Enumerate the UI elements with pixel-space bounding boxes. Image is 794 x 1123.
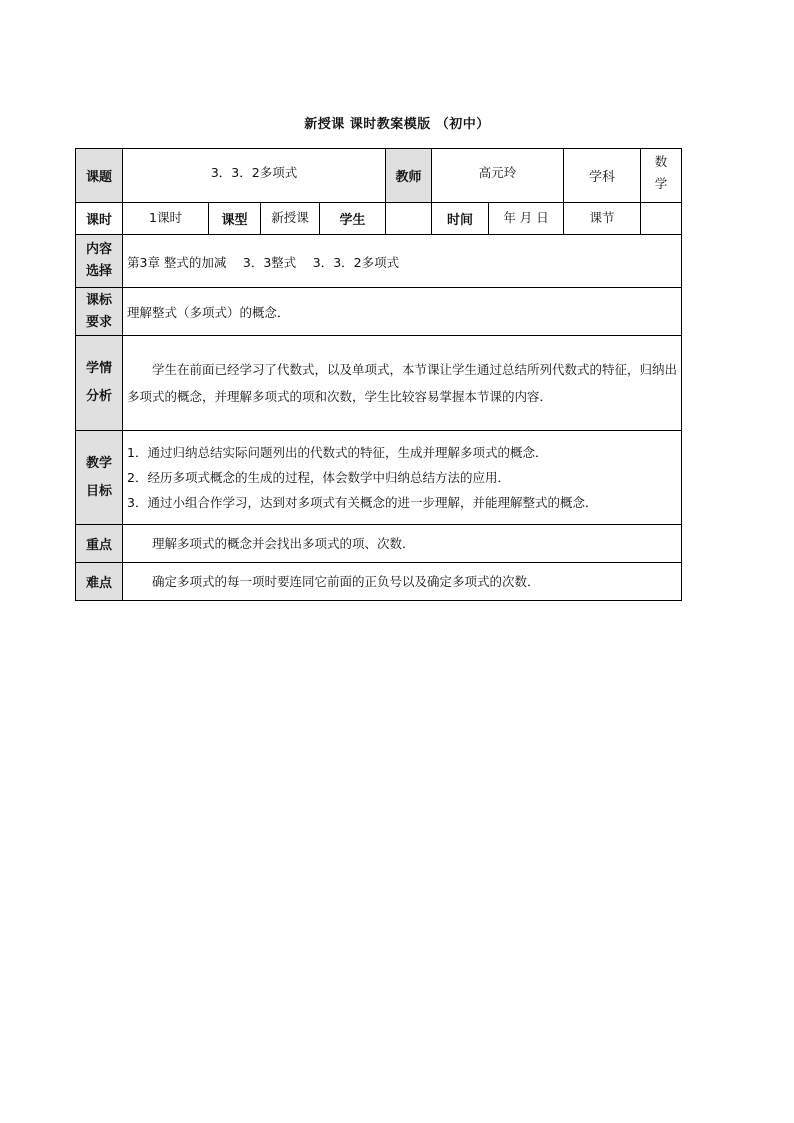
analysis-text: 学生在前面已经学习了代数式，以及单项式，本节课让学生通过总结所列代数式的特征，归纳出多项式的概念，并理解多项式的项和次数，学生比较容易掌握本节课的内容． [123, 336, 682, 431]
section-value [641, 203, 682, 235]
row-standard [76, 288, 682, 336]
subject-value-line1: 数 [654, 154, 668, 169]
section-label: 课节 [564, 203, 641, 235]
difficulty-label: 难点 [76, 563, 123, 601]
type-label: 课型 [209, 203, 261, 235]
student-label: 学生 [320, 203, 386, 235]
time-value: 年 月 日 [489, 203, 564, 235]
teacher-label: 教师 [386, 149, 432, 203]
type-value: 新授课 [261, 203, 320, 235]
row-content [76, 235, 682, 288]
period-label: 课时 [76, 203, 123, 235]
row-key [76, 525, 682, 563]
goal-item: 3．通过小组合作学习，达到对多项式有关概念的进一步理解，并能理解整式的概念． [127, 495, 598, 510]
row-period [76, 203, 682, 235]
key-label: 重点 [76, 525, 123, 563]
page-title: 新授课 课时教案模版 （初中） [304, 117, 490, 132]
topic-label: 课题 [76, 149, 123, 203]
lesson-plan-table [75, 148, 682, 601]
topic-value: 3．3．2多项式 [123, 149, 386, 203]
subject-value-line2: 学 [654, 176, 668, 191]
goal-item: 1．通过归纳总结实际问题列出的代数式的特征，生成并理解多项式的概念． [127, 445, 548, 460]
subject-label: 学科 [564, 149, 641, 203]
goals-list [123, 431, 682, 525]
subject-value [641, 149, 682, 203]
row-goals [76, 431, 682, 525]
row-difficulty [76, 563, 682, 601]
content-text: 第3章 整式的加减 3．3整式 3．3．2多项式 [123, 235, 682, 288]
student-value [386, 203, 432, 235]
row-analysis [76, 336, 682, 431]
goals-label: 教学 目标 [76, 431, 123, 525]
period-value: 1课时 [123, 203, 209, 235]
analysis-label: 学情 分析 [76, 336, 123, 431]
standard-label: 课标 要求 [76, 288, 123, 336]
teacher-value: 高元玲 [432, 149, 564, 203]
time-label: 时间 [432, 203, 489, 235]
content-label: 内容 选择 [76, 235, 123, 288]
key-text: 理解多项式的概念并会找出多项式的项、次数． [123, 525, 682, 563]
standard-text: 理解整式（多项式）的概念． [123, 288, 682, 336]
goal-item: 2．经历多项式概念的生成的过程，体会数学中归纳总结方法的应用． [127, 470, 510, 485]
difficulty-text: 确定多项式的每一项时要连同它前面的正负号以及确定多项式的次数． [123, 563, 682, 601]
row-topic [76, 149, 682, 203]
